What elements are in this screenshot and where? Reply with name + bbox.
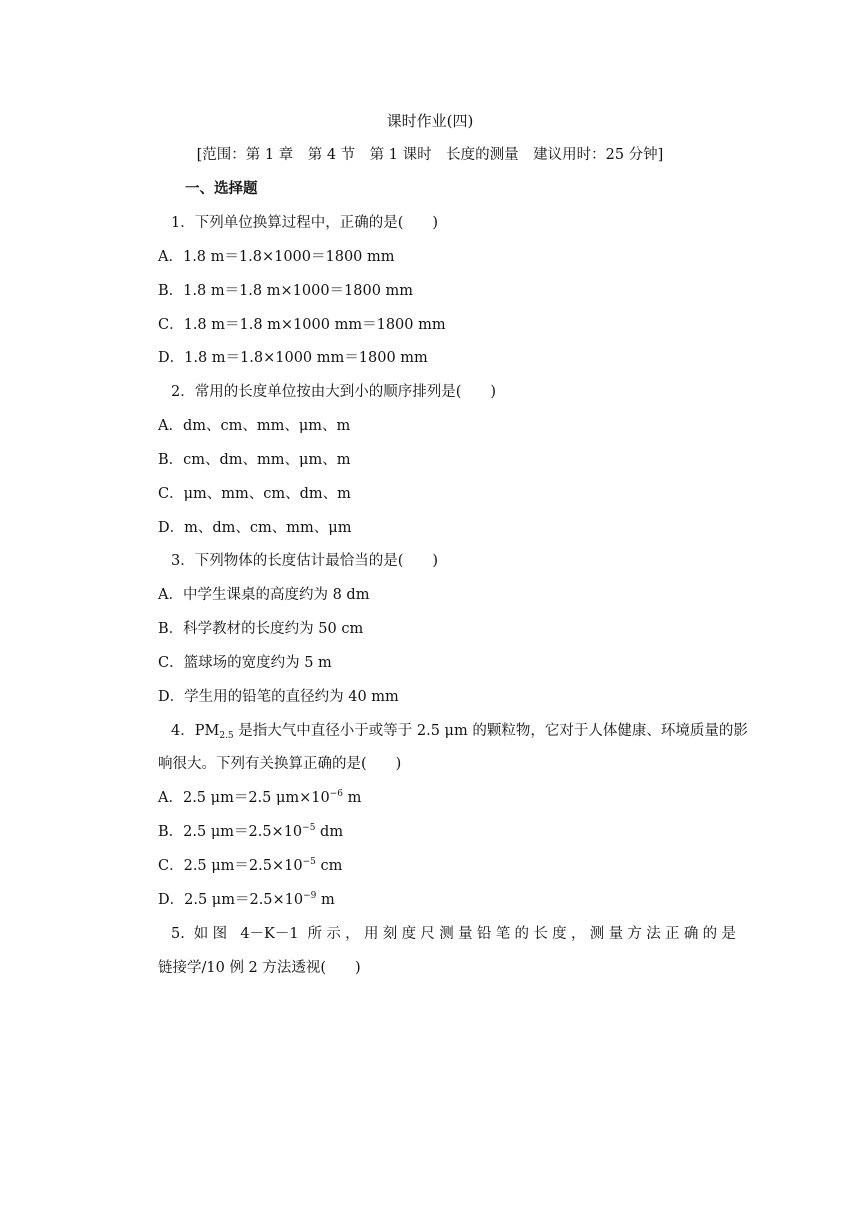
question-2-option-b: B．cm、dm、mm、μm、m [158,452,351,468]
question-4-option-c-exponent: −5 [302,857,316,867]
question-4-option-d [158,890,335,910]
question-3-option-d: D．学生用的铅笔的直径约为 40 mm [158,689,399,705]
question-4-option-b [158,822,343,842]
question-3-option-c: C．篮球场的宽度约为 5 m [158,655,332,671]
question-5-stem-line2: 链接学/10 例 2 方法透视( ) [158,960,361,976]
question-1-option-a: A．1.8 m＝1.8×1000＝1800 mm [158,249,395,265]
question-1-stem: 1．下列单位换算过程中，正确的是( ) [171,215,439,231]
question-1-option-c: C．1.8 m＝1.8 m×1000 mm＝1800 mm [158,317,446,333]
question-3-stem: 3．下列物体的长度估计最恰当的是( ) [171,553,439,569]
question-4-option-d-base: D．2.5 μm＝2.5×10 [158,892,304,908]
question-1-option-b: B．1.8 m＝1.8 m×1000＝1800 mm [158,283,414,299]
question-4-option-a-exponent: −6 [329,789,344,799]
question-4-stem-subscript: 2.5 [219,731,234,741]
question-4-option-a-unit: m [343,790,362,806]
question-2-stem: 2．常用的长度单位按由大到小的顺序排列是( ) [171,384,497,400]
page-title: 课时作业(四) [386,112,474,130]
question-4-stem-pm: 4．PM [171,723,220,739]
question-4-stem-line1 [171,721,748,741]
question-4-option-a [158,788,361,808]
question-4-option-c-unit: cm [315,858,343,874]
question-4-option-b-exponent: −5 [302,823,316,833]
question-4-stem-line2: 响很大。下列有关换算正确的是( ) [158,756,402,772]
question-4-option-a-base: A．2.5 μm＝2.5 μm×10 [158,790,330,806]
question-2-option-a: A．dm、cm、mm、μm、m [158,418,351,434]
question-4-option-b-base: B．2.5 μm＝2.5×10 [158,824,303,840]
section-heading: 一、选择题 [185,180,258,197]
question-4-option-b-unit: dm [315,824,344,840]
question-2-option-d: D．m、dm、cm、mm、μm [158,520,352,536]
question-3-option-b: B．科学教材的长度约为 50 cm [158,621,364,637]
question-5-stem-line1: 5. 如图 4－K－1 所示，用刻度尺测量铅笔的长度，测量方法正确的是 [171,926,736,942]
question-4-stem-text: 是指大气中直径小于或等于 2.5 μm 的颗粒物，它对于人体健康、环境质量的影 [233,723,748,739]
question-1-option-d: D．1.8 m＝1.8×1000 mm＝1800 mm [158,350,428,366]
question-3-option-a: A．中学生课桌的高度约为 8 dm [158,587,370,603]
question-2-option-c: C．μm、mm、cm、dm、m [158,486,351,502]
question-4-option-c [158,856,342,876]
question-4-option-d-unit: m [316,892,335,908]
assignment-scope: [范围：第 1 章 第 4 节 第 1 课时 长度的测量 建议用时：25 分钟] [196,147,664,163]
question-4-option-d-exponent: −9 [303,891,317,901]
question-4-option-c-base: C．2.5 μm＝2.5×10 [158,858,303,874]
